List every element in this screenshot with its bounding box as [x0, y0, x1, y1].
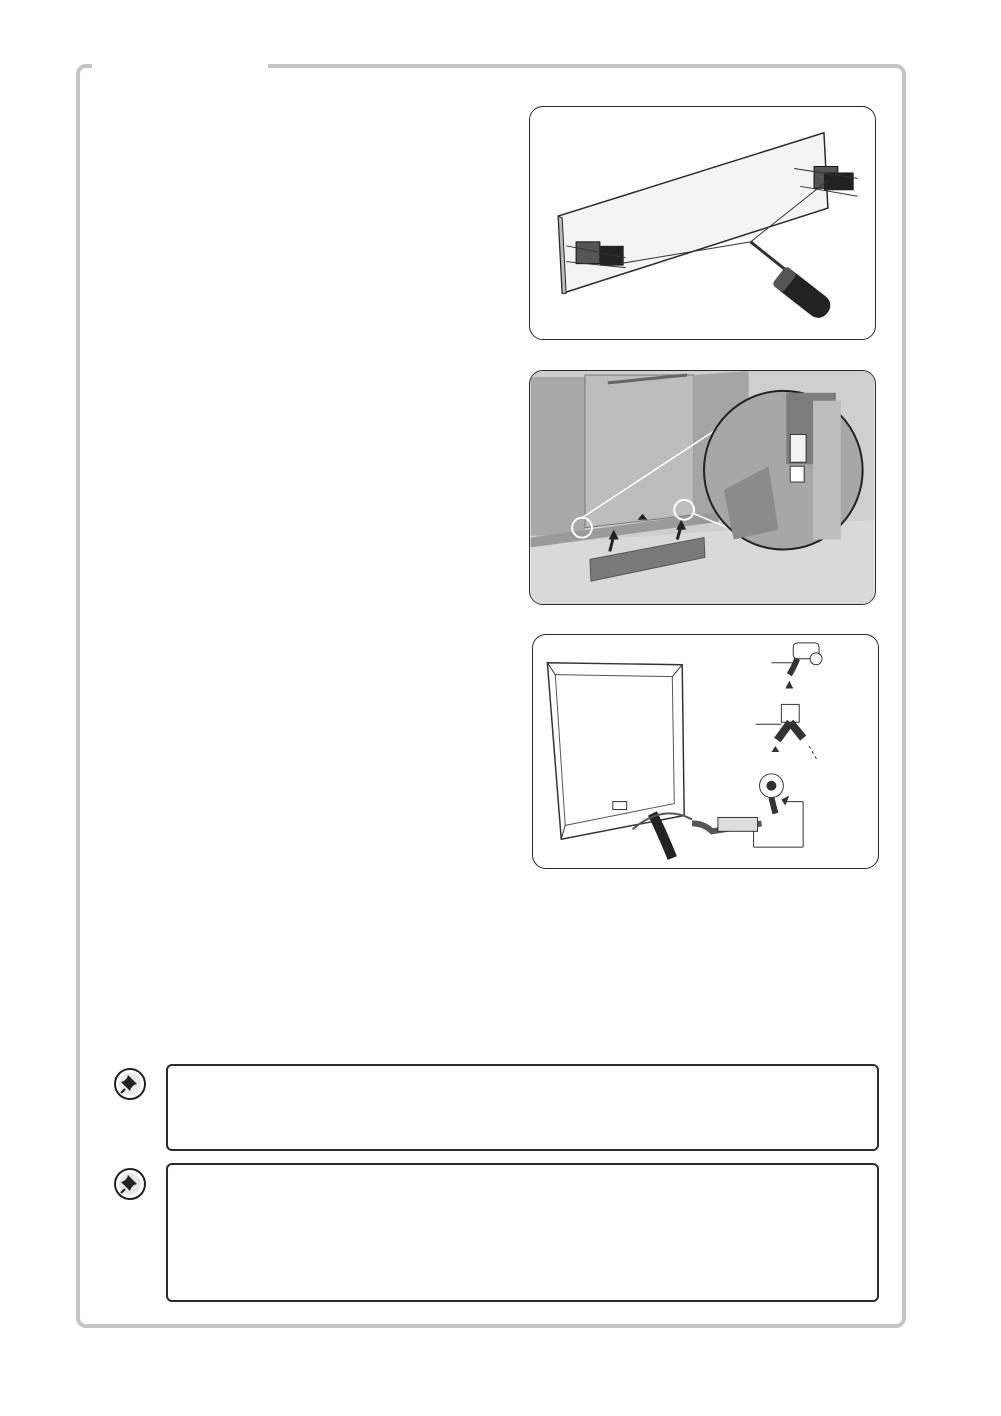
tap-icon	[789, 643, 822, 675]
figure-water-connection	[532, 634, 879, 869]
figure-kickplate-screwdriver	[529, 106, 876, 340]
frame-tab	[92, 60, 268, 70]
zoom-detail	[704, 391, 863, 550]
pin-icon	[112, 1166, 148, 1202]
screwdriver-icon	[751, 242, 835, 322]
figure-kickplate-install	[529, 370, 876, 605]
y-splitter-icon	[771, 704, 817, 760]
note-box	[166, 1163, 879, 1302]
pin-icon	[112, 1066, 148, 1102]
note-box	[166, 1064, 879, 1151]
